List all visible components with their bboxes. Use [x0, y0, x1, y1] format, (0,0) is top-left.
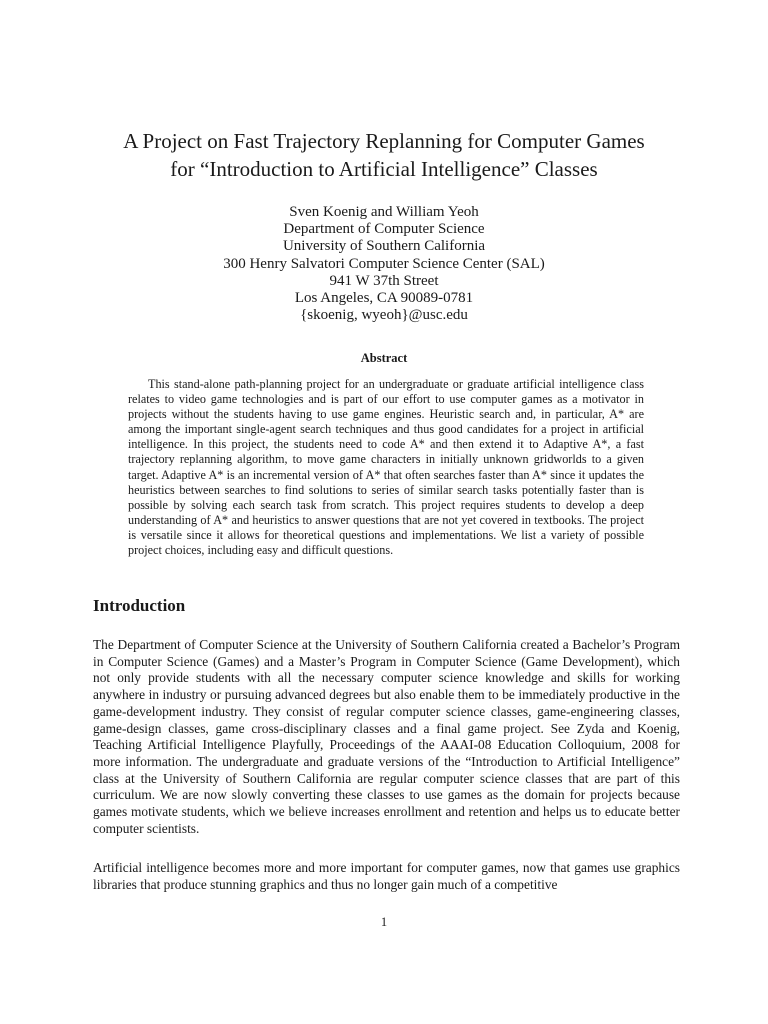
abstract-text: This stand-alone path-planning project for an undergraduate or graduate artificial intelligence class relates to video game technologies and is part of our effort to use computer games as a motivator in projects without the students having to use game engines. Heuristic search and, in particular, A* are among the important single-agent search techniques and thus good candidates for a project in artificial intelligence. In this project, the students need to code A* and then extend it to Adaptive A*, a fast trajectory replanning algorithm, to move game characters in initially unknown gridworlds to a given target. Adaptive A* is an incremental version of A* that often searches faster than A* since it updates the heuristics between searches to find solutions to series of similar search tasks potentially faster than is possible by solving each search task from scratch. This project requires students to develop a deep understanding of A* and heuristics to answer questions that are not yet covered in textbooks. The project is versatile since it allows for theoretical questions and implementations. We list a variety of possible project choices, including easy and difficult questions. [128, 377, 644, 558]
affiliation-building: 300 Henry Salvatori Computer Science Center (SAL) [223, 255, 545, 272]
author-names: Sven Koenig and William Yeoh [289, 204, 479, 220]
introduction-paragraph-2: Artificial intelligence becomes more and more important for computer games, now that games use graphics libraries that produce stunning graphics and thus no longer gain much of a competitive [93, 860, 680, 892]
affiliation-university: University of Southern California [282, 238, 486, 255]
paper-title [60, 127, 708, 183]
page-number: 1 [380, 915, 388, 929]
author-emails: {skoenig, wyeoh}@usc.edu [300, 307, 468, 324]
affiliation-department: Department of Computer Science [283, 221, 485, 238]
affiliation-street: 941 W 37th Street [329, 272, 439, 289]
affiliation-city: Los Angeles, CA 90089-0781 [294, 290, 474, 307]
introduction-paragraph-1: The Department of Computer Science at the University of Southern California created a Bachelor’s Program in Computer Science (Games) and a Master’s Program in Computer Science (Game Development), which not only provide students with all the necessary computer science knowledge and skills for working anywhere in industry or pursuing advanced degrees but also enable them to be immediately productive in the game-development industry. They consist of regular computer science classes, game-engineering classes, game-design classes, game cross-disciplinary classes and a final game project. See Zyda and Koenig, Teaching Artificial Intelligence Playfully, Proceedings of the AAAI-08 Education Colloquium, 2008 for more information. The undergraduate and graduate versions of the “Introduction to Artificial Intelligence” class at the University of Southern California are regular computer science classes that are part of this curriculum. We are now slowly converting these classes to use games as the domain for projects because games motivate students, which we believe increases enrollment and retention and helps us to educate better computer scientists. [93, 637, 680, 836]
title-line-2: for “Introduction to Artificial Intelligence” Classes [170, 157, 598, 181]
abstract-heading: Abstract [360, 351, 408, 365]
section-heading-introduction: Introduction [93, 596, 186, 615]
title-line-1: A Project on Fast Trajectory Replanning for Computer Games [123, 129, 645, 153]
author-block [100, 204, 668, 324]
